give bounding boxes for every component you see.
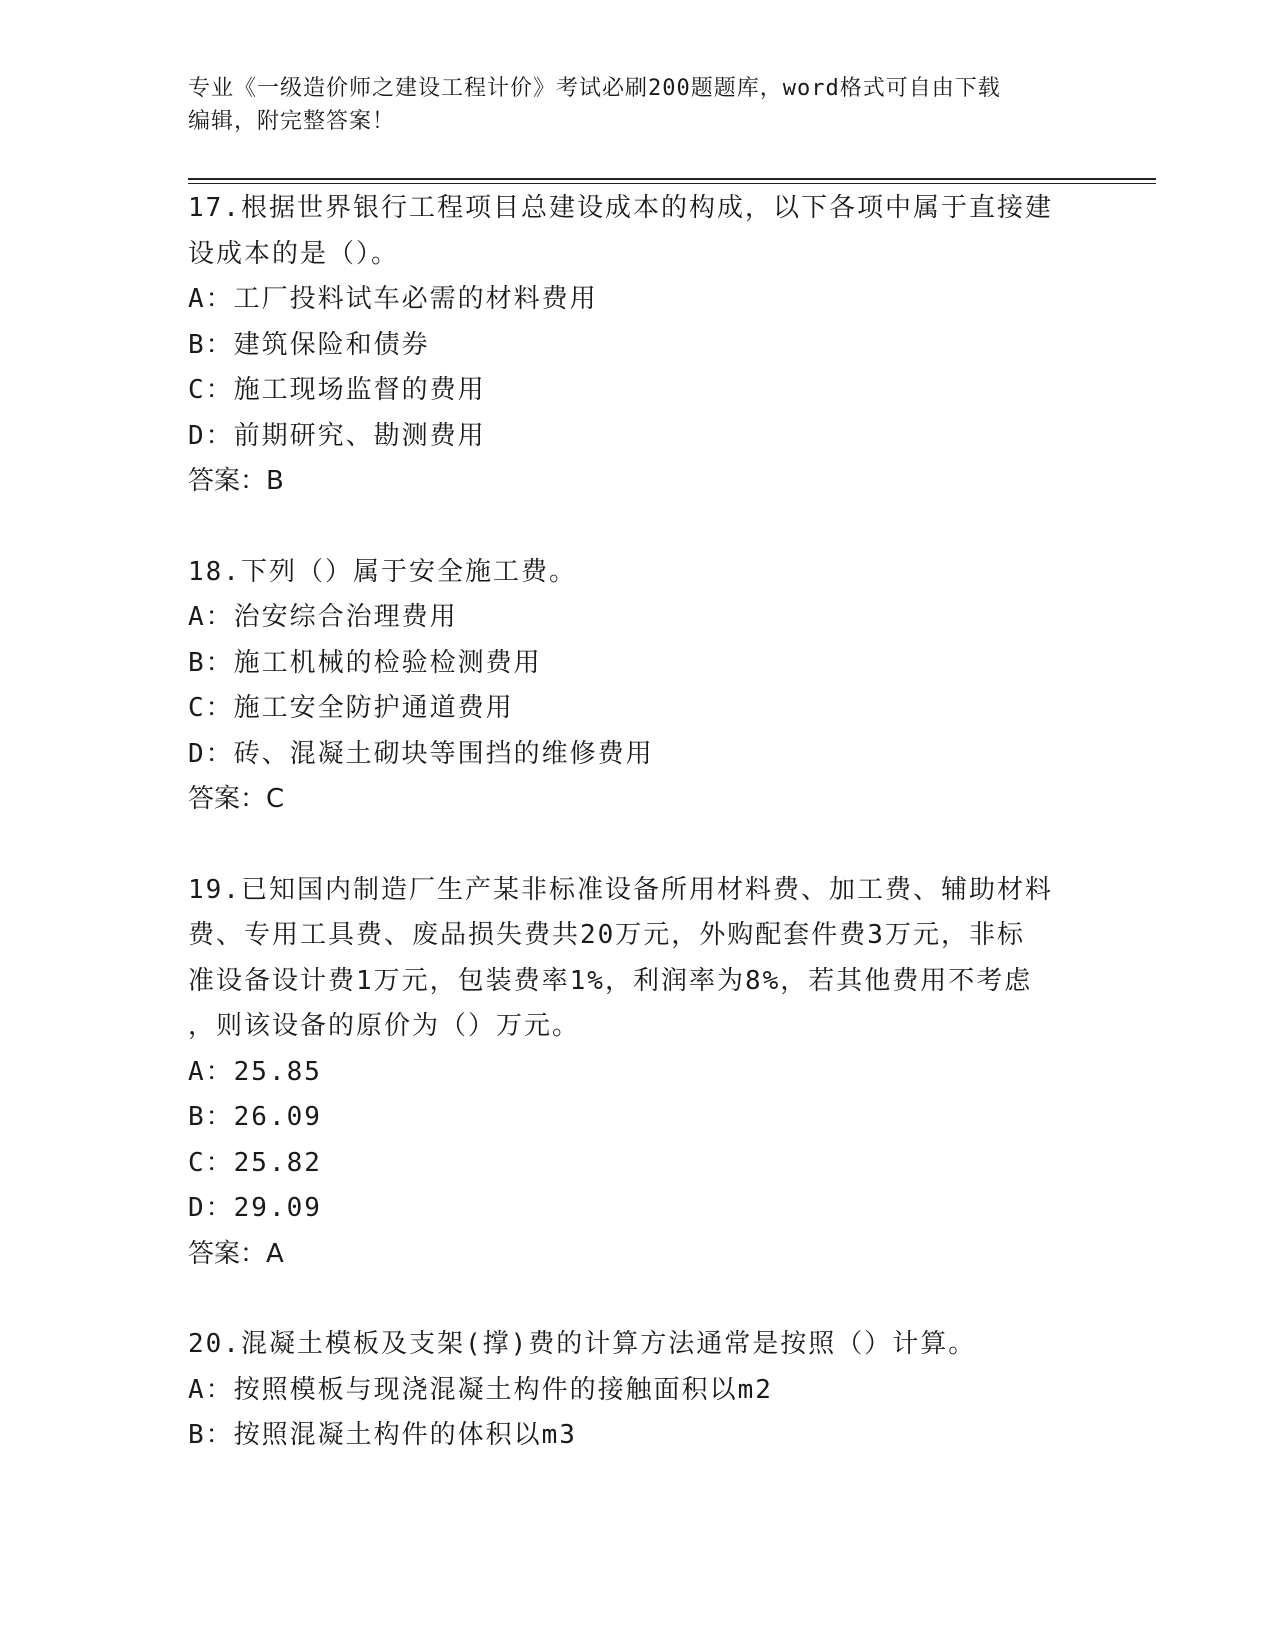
header-line-2: 编辑，附完整答案！ <box>188 109 396 134</box>
option-d: D：29.09 <box>188 1193 322 1223</box>
option-b: B：26.09 <box>188 1102 322 1132</box>
option-d: D：砖、混凝土砌块等围挡的维修费用 <box>188 738 654 769</box>
option-a: A：工厂投料试车必需的材料费用 <box>188 284 598 314</box>
option-a: A：治安综合治理费用 <box>188 602 458 632</box>
page-header <box>188 72 1088 138</box>
option-c: C：施工现场监督的费用 <box>188 375 486 405</box>
option-b: B：建筑保险和债券 <box>188 329 430 360</box>
question-20 <box>188 1322 1088 1459</box>
option-d: D：前期研究、勘测费用 <box>188 420 486 451</box>
question-stem: 准设备设计费1万元，包装费率1%，利润率为8%，若其他费用不考虑 <box>188 965 1033 996</box>
question-stem: 17.根据世界银行工程项目总建设成本的构成，以下各项中属于直接建 <box>188 193 1053 223</box>
question-stem: 20.混凝土模板及支架(撑)费的计算方法通常是按照（）计算。 <box>188 1329 977 1359</box>
question-stem: 设成本的是（）。 <box>188 238 400 269</box>
question-stem: ，则该设备的原价为（）万元。 <box>188 1011 581 1041</box>
question-17 <box>188 186 1088 505</box>
question-stem: 费、专用工具费、废品损失费共20万元，外购配套件费3万元，非标 <box>188 920 1025 950</box>
header-line-1: 专业《一级造价师之建设工程计价》考试必刷200题题库，word格式可自由下载 <box>188 76 1001 101</box>
header-divider <box>188 178 1156 184</box>
answer: 答案：B <box>188 466 284 496</box>
question-stem: 18.下列（）属于安全施工费。 <box>188 556 577 587</box>
option-a: A：按照模板与现浇混凝土构件的接触面积以m2 <box>188 1374 773 1405</box>
question-list <box>188 186 1088 1459</box>
question-stem: 19.已知国内制造厂生产某非标准设备所用材料费、加工费、辅助材料 <box>188 874 1053 905</box>
option-b: B：施工机械的检验检测费用 <box>188 647 542 678</box>
option-b: B：按照混凝土构件的体积以m3 <box>188 1420 577 1450</box>
question-18 <box>188 550 1088 823</box>
option-a: A：25.85 <box>188 1056 322 1087</box>
option-c: C：施工安全防护通道费用 <box>188 693 514 723</box>
option-c: C：25.82 <box>188 1147 322 1178</box>
answer: 答案：A <box>188 1238 284 1269</box>
question-19 <box>188 868 1088 1278</box>
answer: 答案：C <box>188 784 285 814</box>
